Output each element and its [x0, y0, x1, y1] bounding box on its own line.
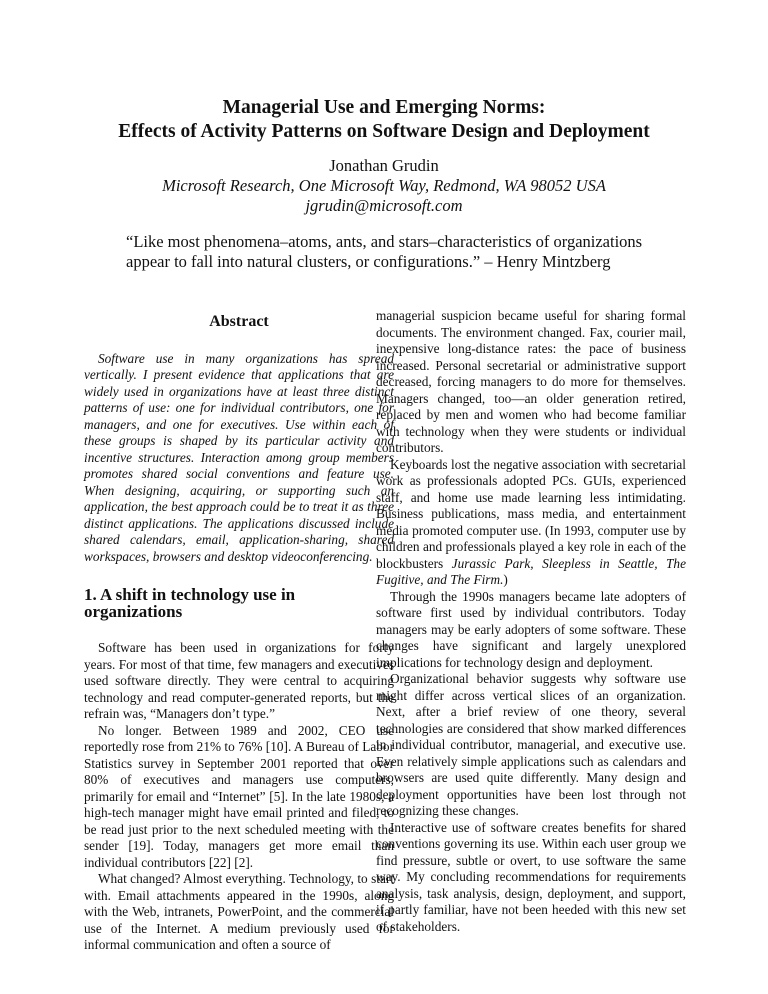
body-paragraph: No longer. Between 1989 and 2002, CEO use reportedly rose from 21% to 76% [10]. A Bureau of Labor Statistics survey in September 2001 reported that over 80% of executives and managers use computers, primarily for email and “Internet” [5]. In the late 1980s, a high-tech manager might have email printed and filed, to be read just prior to the next scheduled meeting with the sender [19]. Today, managers get more email than individual contributors [22] [2]. — [84, 722, 394, 870]
right-column — [376, 308, 686, 935]
body-paragraph: Organizational behavior suggests why software use might differ across vertical slices of an organization. Next, after a brief review of one theory, several technologies are considered that show marked differences in individual contributor, managerial, and executive use. Even relatively simple applications such as calendars and browsers are used quite differently. Many design and deployment opportunities have been lost through not recognizing these changes. — [376, 671, 686, 818]
left-column — [84, 308, 394, 954]
body-paragraph: Interactive use of software creates benefits for shared conventions governing its use. Within each user group we find pressure, subtle or overt, to use software the same way. My concluding recommendations for requirements analysis, task analysis, design, deployment, and support, if partly familiar, have not been heeded with this new set of stakeholders. — [376, 819, 686, 934]
author-affiliation: Microsoft Research, One Microsoft Way, Redmond, WA 98052 USA — [162, 176, 606, 195]
abstract-heading: Abstract — [209, 313, 269, 330]
body-paragraph — [376, 457, 686, 589]
title-line-1: Managerial Use and Emerging Norms: — [222, 97, 546, 118]
body-paragraph: Through the 1990s managers became late adopters of software first used by individual contributors. Today managers may be early adopters of some software. These changes have significant and largely unexplored implications for technology design and deployment. — [376, 588, 686, 670]
body-paragraph: What changed? Almost everything. Technology, to start with. Email attachments appeared in the 1990s, along with the Web, intranets, PowerPoint, and the commercial use of the Internet. A medium previously used for informal communication and often a source of — [84, 871, 394, 952]
author-name: Jonathan Grudin — [329, 156, 439, 175]
abstract-text: Software use in many organizations has spread vertically. I present evidence that applications that are widely used in organizations have at least three distinct patterns of use: one for individual contributors, one for managers, and one for executives. Use within each of these groups is shaped by its particular activity and incentive structures. Interaction among group members promotes shared social conventions and feature use. When designing, acquiring, or supporting such an application, the best approach could be to treat it as three distinct applications. The applications discussed include shared calendars, email, application-sharing, shared workspaces, browsers and desktop videoconferencing. — [84, 350, 394, 564]
title-line-2: Effects of Activity Patterns on Software Design and Deployment — [118, 121, 650, 142]
body-paragraph: managerial suspicion became useful for sharing formal documents. The environment changed. Fax, courier mail, inexpensive long-distance rates: the pace of business increased. Personal secretarial or administrative support decreased, forcing managers to do more for themselves. Managers changed, too—an older generation retired, replaced by men and women who had become familiar with technology when they were students or individual contributors. — [376, 308, 686, 455]
author-email: jgrudin@microsoft.com — [305, 196, 463, 215]
epigraph: “Like most phenomena–atoms, ants, and stars–characteristics of organizations appear to fall into natural clusters, or configurations.” – Henry Mintzberg — [126, 232, 643, 271]
author-block — [0, 156, 768, 216]
section-1-heading: 1. A shift in technology use in organizations — [84, 585, 296, 621]
paragraph-text: Keyboards lost the negative association with secretarial work as professionals adopted PCs. GUIs, experienced staff, and home use made learning less intimidating. Business publications, mass media, and entertainment media promoted computer use. (In 1993, computer use by children and professionals played a key role in each of the blockbusters — [376, 456, 686, 571]
body-paragraph: Software has been used in organizations for forty years. For most of that time, few managers and executives used software directly. They were central to acquiring technology and read computer-generated reports, but the refrain was, “Managers don’t type.” — [84, 640, 394, 721]
paper-title — [0, 96, 768, 144]
film-titles: Jurassic Park, Sleepless in Seattle, The Fugitive, and The Firm. — [376, 555, 686, 587]
paragraph-text: ) — [503, 572, 508, 587]
